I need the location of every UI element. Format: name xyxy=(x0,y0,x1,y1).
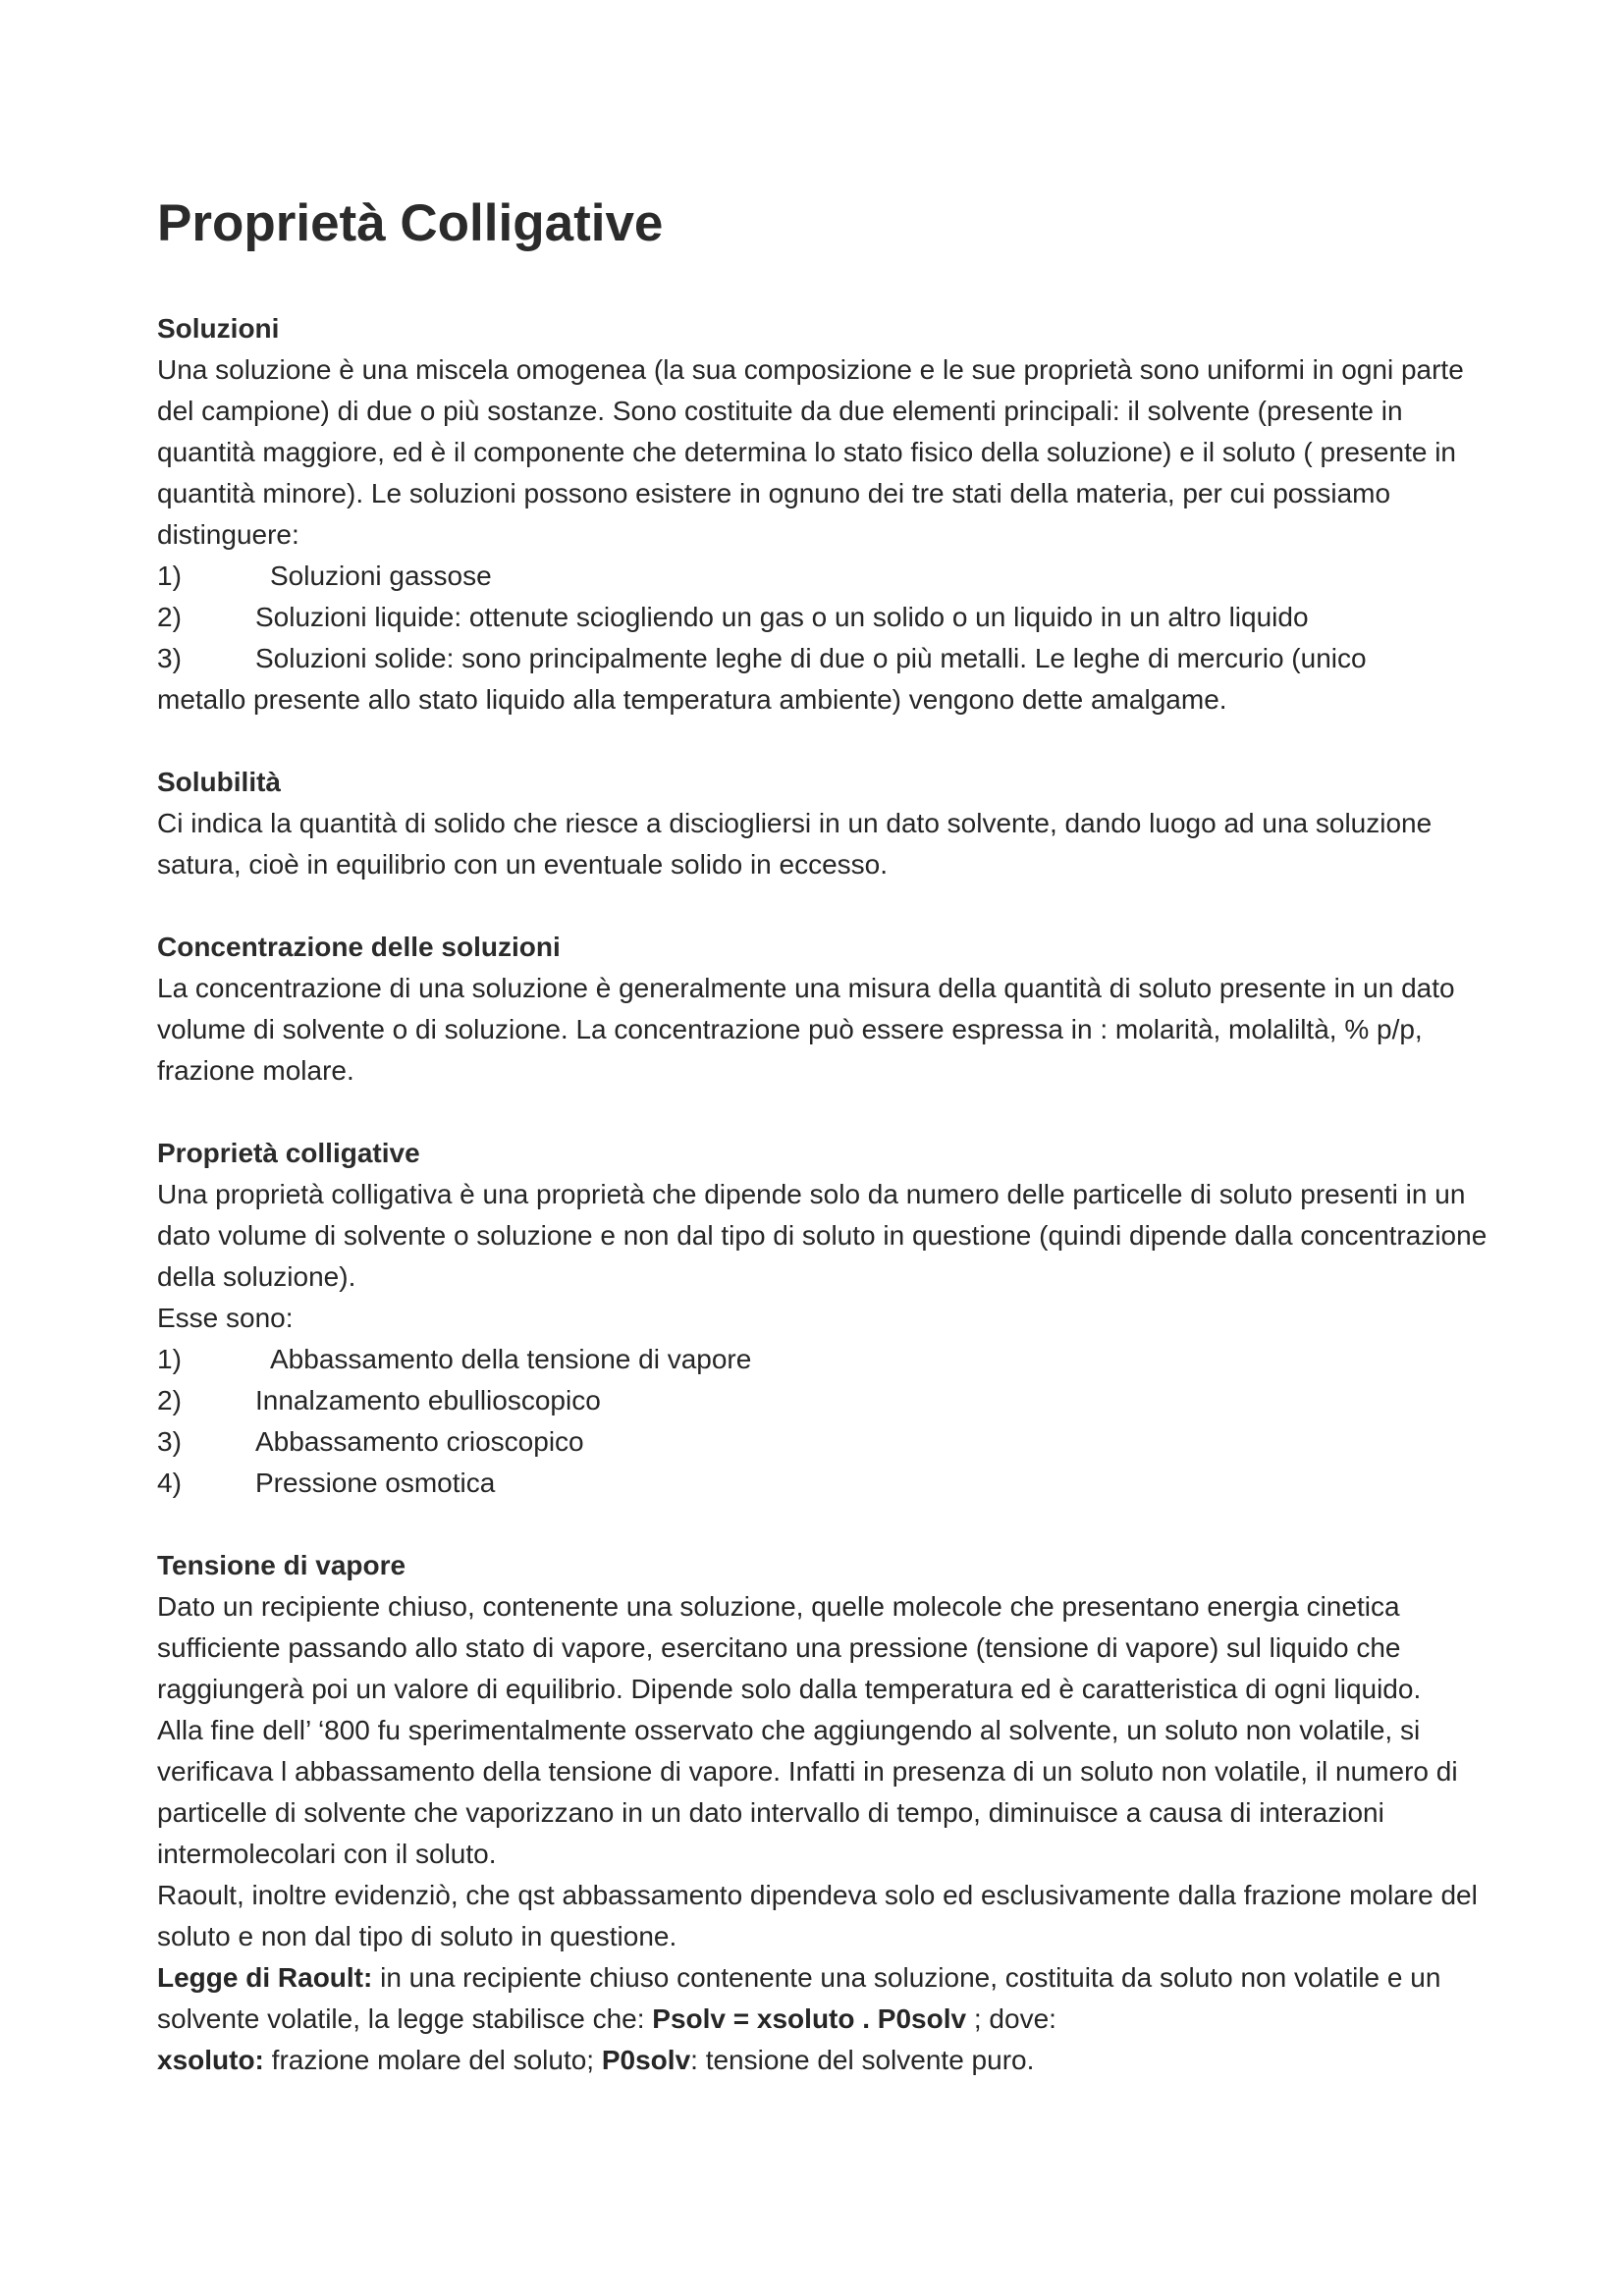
section-heading: Solubilità xyxy=(157,767,281,797)
list-text: Soluzioni gassose xyxy=(270,561,492,591)
definitions-paragraph xyxy=(157,2040,1492,2081)
list-text: Soluzioni liquide: ottenute sciogliendo un gas o un solido o un liquido in un altro liquido xyxy=(255,602,1309,632)
list-number: 3) xyxy=(157,643,182,673)
list-item xyxy=(157,1463,1492,1504)
definition-label: xsoluto: xyxy=(157,2045,264,2075)
paragraph: Una proprietà colligativa è una proprietà che dipende solo da numero delle particelle di soluto presenti in un dato volume di solvente o soluzione e non dal tipo di soluto in questione (quindi dipende dalla concentrazione della soluzione). xyxy=(157,1179,1488,1292)
section-tensione-di-vapore xyxy=(157,1545,1492,2081)
list-text: Pressione osmotica xyxy=(255,1468,496,1498)
list-number: 3) xyxy=(157,1426,182,1457)
section-solubilita xyxy=(157,762,1492,885)
paragraph: Una soluzione è una miscela omogenea (la sua composizione e le sue proprietà sono uniformi in ogni parte del campione) di due o più sostanze. Sono costituite da due elementi principali: il solvente (presente in quantità maggiore, ed è il componente che determina lo stato fisico della soluzione) e il soluto ( presente in quantità minore). Le soluzioni possono esistere in ognuno dei tre stati della materia, per cui possiamo distinguere: xyxy=(157,354,1464,550)
law-tail: ; dove: xyxy=(966,2003,1056,2034)
document-page xyxy=(157,192,1492,2122)
list-number: 1) xyxy=(157,1344,182,1374)
list-number: 4) xyxy=(157,1468,182,1498)
paragraph: Dato un recipiente chiuso, contenente una soluzione, quelle molecole che presentano energia cinetica sufficiente passando allo stato di vapore, esercitano una pressione (tensione di vapore) sul liquido che raggiungerà poi un valore di equilibrio. Dipende solo dalla temperatura ed è caratteristica di ogni liquido. xyxy=(157,1591,1422,1704)
numbered-list xyxy=(157,1339,1492,1504)
list-item xyxy=(157,1421,1492,1463)
section-concentrazione xyxy=(157,927,1492,1092)
law-text: in una recipiente chiuso contenente una soluzione, costituita da soluto non volatile e un solvente volatile, la legge stabilisce che: xyxy=(157,1962,1441,2034)
law-label: Legge di Raoult: xyxy=(157,1962,373,1993)
list-text: Soluzioni solide: sono principalmente leghe di due o più metalli. Le leghe di mercurio (unico xyxy=(255,643,1367,673)
paragraph: Ci indica la quantità di solido che riesce a disciogliersi in un dato solvente, dando luogo ad una soluzione satura, cioè in equilibrio con un eventuale solido in eccesso. xyxy=(157,808,1433,880)
list-text: Innalzamento ebullioscopico xyxy=(255,1385,601,1415)
definition-text: : tensione del solvente puro. xyxy=(690,2045,1035,2075)
raoult-law-paragraph xyxy=(157,1957,1492,2040)
section-heading: Concentrazione delle soluzioni xyxy=(157,932,561,962)
paragraph: Raoult, inoltre evidenziò, che qst abbassamento dipendeva solo ed esclusivamente dalla frazione molare del soluto e non dal tipo di soluto in questione. xyxy=(157,1880,1478,1951)
section-soluzioni xyxy=(157,308,1492,721)
list-number: 2) xyxy=(157,602,182,632)
section-heading: Soluzioni xyxy=(157,313,280,344)
section-proprieta-colligative xyxy=(157,1133,1492,1504)
paragraph: Alla fine dell’ ‘800 fu sperimentalmente osservato che aggiungendo al solvente, un soluto non volatile, si verificava l abbassamento della tensione di vapore. Infatti in presenza di un soluto non volatile, il numero di particelle di solvente che vaporizzano in un dato intervallo di tempo, diminuisce a causa di interazioni intermolecolari con il soluto. xyxy=(157,1715,1458,1869)
section-heading: Proprietà colligative xyxy=(157,1138,420,1168)
section-heading: Tensione di vapore xyxy=(157,1550,406,1580)
list-item xyxy=(157,597,1492,638)
list-item xyxy=(157,556,1492,597)
paragraph: La concentrazione di una soluzione è generalmente una misura della quantità di soluto presente in un dato volume di solvente o di soluzione. La concentrazione può essere espressa in : molarità, molaliltà, % p/p, frazione molare. xyxy=(157,973,1455,1086)
law-formula: Psolv = xsoluto . P0solv xyxy=(652,2003,967,2034)
list-item xyxy=(157,1339,1492,1380)
paragraph: Esse sono: xyxy=(157,1303,294,1333)
document-title: Proprietà Colligative xyxy=(157,194,664,252)
paragraph: metallo presente allo stato liquido alla temperatura ambiente) vengono dette amalgame. xyxy=(157,684,1227,715)
list-item xyxy=(157,1380,1492,1421)
definition-text: frazione molare del soluto; xyxy=(263,2045,602,2075)
numbered-list xyxy=(157,556,1492,679)
list-text: Abbassamento crioscopico xyxy=(255,1426,584,1457)
list-text: Abbassamento della tensione di vapore xyxy=(270,1344,752,1374)
list-number: 1) xyxy=(157,561,182,591)
definition-label: P0solv xyxy=(601,2045,691,2075)
list-item xyxy=(157,638,1492,679)
list-number: 2) xyxy=(157,1385,182,1415)
